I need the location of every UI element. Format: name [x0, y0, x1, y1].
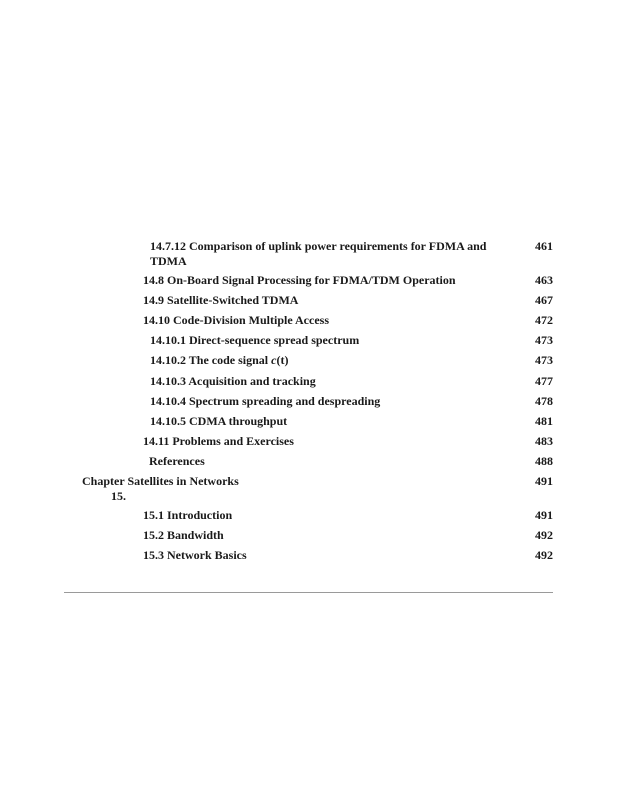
- toc-entry-title: 15.2 Bandwidth: [143, 528, 224, 542]
- toc-entry-title: 14.10.5 CDMA throughput: [150, 414, 288, 428]
- toc-page-number: 473: [535, 333, 553, 347]
- toc-page-number: 492: [535, 528, 553, 542]
- toc-entry-title: 14.10.4 Spectrum spreading and despreading: [150, 394, 381, 408]
- toc-entry-title: 14.7.12 Comparison of uplink power requirements for FDMA and: [150, 239, 487, 253]
- toc-page-number: 478: [535, 394, 553, 408]
- toc-entry-title: 14.10.3 Acquisition and tracking: [150, 374, 316, 388]
- toc-page-number: 473: [535, 353, 553, 367]
- toc-page-number: 467: [535, 293, 553, 307]
- toc-entry-title: [150, 353, 288, 368]
- toc-entry-title-text: 14.10.2 The code signal: [150, 353, 272, 367]
- toc-chapter-title: Chapter Satellites in Networks: [82, 474, 239, 488]
- toc-page-number: 491: [535, 474, 553, 488]
- toc-entry-title: References: [149, 454, 205, 468]
- toc-chapter-number: 15.: [111, 489, 126, 503]
- toc-page-number: 481: [535, 414, 553, 428]
- toc-entry-title: 14.9 Satellite-Switched TDMA: [143, 293, 299, 307]
- toc-entry-title: 14.8 On-Board Signal Processing for FDMA/TDM Operation: [143, 273, 456, 287]
- toc-page-number: 488: [535, 454, 553, 468]
- toc-page-number: 472: [535, 313, 553, 327]
- toc-page-number: 461: [535, 239, 553, 253]
- toc-entry-title-continued: TDMA: [150, 254, 187, 268]
- toc-entry-title: 15.3 Network Basics: [143, 548, 247, 562]
- toc-page-number: 483: [535, 434, 553, 448]
- toc-entry-title: 14.10 Code-Division Multiple Access: [143, 313, 329, 327]
- toc-page-number: 492: [535, 548, 553, 562]
- toc-entry-title: 15.1 Introduction: [143, 508, 233, 522]
- toc-page-number: 463: [535, 273, 553, 287]
- toc-entry-title: 14.10.1 Direct-sequence spread spectrum: [150, 333, 360, 347]
- footer-divider: [64, 592, 553, 593]
- toc-entry-title-suffix: (t): [276, 353, 289, 367]
- toc-page-number: 491: [535, 508, 553, 522]
- toc-entry-title: 14.11 Problems and Exercises: [143, 434, 294, 448]
- math-variable: c: [271, 353, 277, 367]
- toc-page-number: 477: [535, 374, 553, 388]
